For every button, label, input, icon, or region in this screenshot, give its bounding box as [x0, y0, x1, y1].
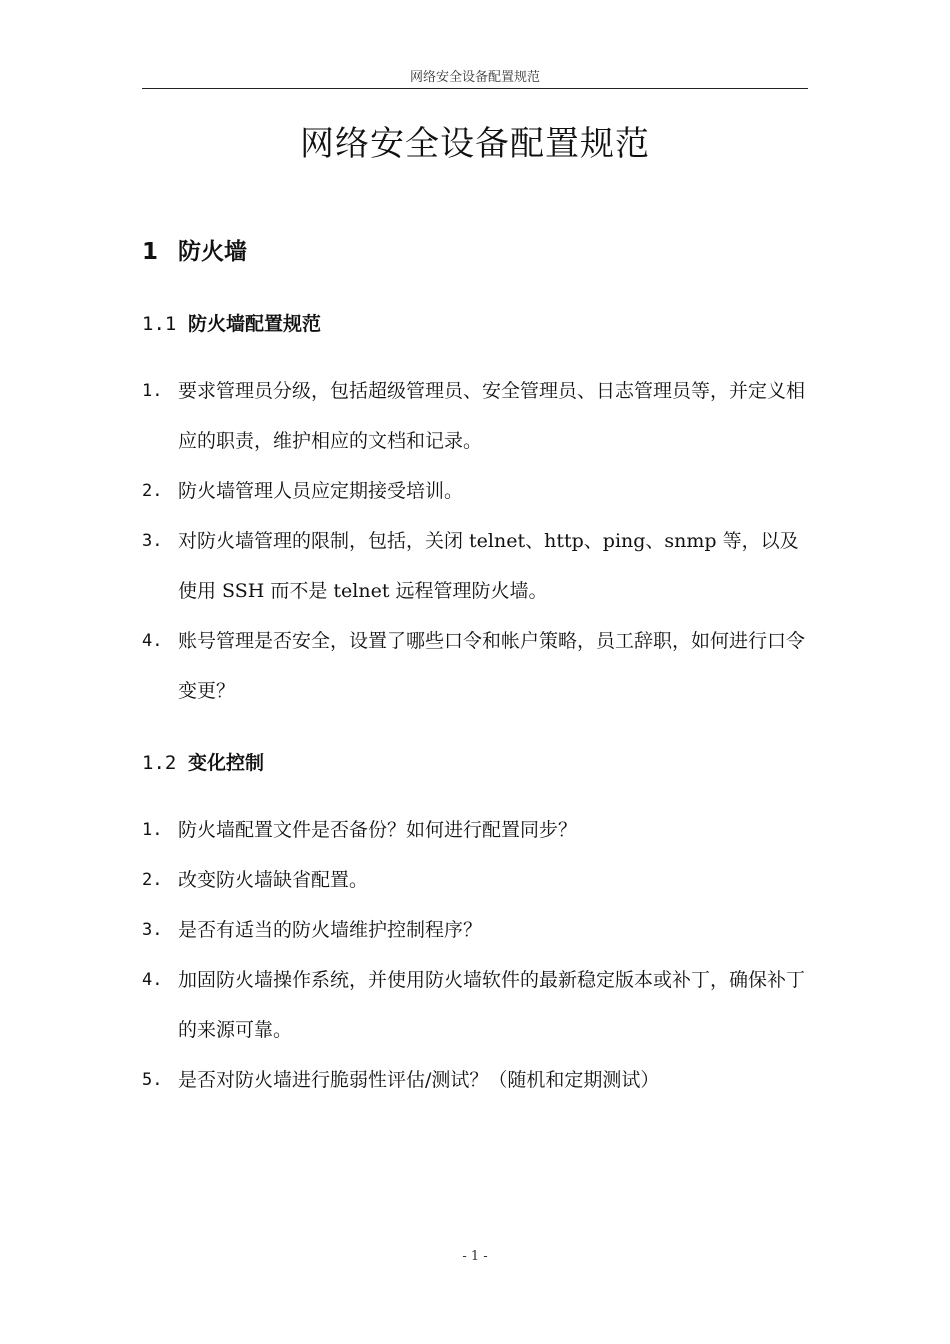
item-number: 3.	[142, 531, 163, 551]
list-item	[142, 516, 808, 616]
subsection-number: 1.2	[142, 752, 177, 774]
list-item	[142, 616, 808, 716]
list-item	[142, 366, 808, 466]
item-text: 是否有适当的防火墙维护控制程序？	[178, 919, 483, 941]
item-number: 2.	[142, 870, 163, 890]
item-number: 1.	[142, 381, 163, 401]
item-text: 改变防火墙缺省配置。	[178, 869, 369, 891]
page-number: - 1 -	[462, 1249, 488, 1264]
section-number: 1	[142, 239, 159, 265]
list-item	[142, 1055, 808, 1105]
list-change-control	[142, 805, 808, 1105]
list-item	[142, 855, 808, 905]
header-divider	[142, 88, 808, 89]
list-firewall-config	[142, 366, 808, 716]
item-text: 是否对防火墙进行脆弱性评估/测试？（随机和定期测试）	[178, 1069, 660, 1091]
list-item	[142, 905, 808, 955]
subsection-title: 变化控制	[188, 752, 265, 774]
subsection-heading-1-1	[142, 309, 321, 336]
document-title: 网络安全设备配置规范	[300, 124, 650, 164]
item-number: 4.	[142, 631, 163, 651]
list-item	[142, 805, 808, 855]
item-number: 1.	[142, 820, 163, 840]
item-number: 5.	[142, 1070, 163, 1090]
subsection-heading-1-2	[142, 748, 264, 775]
subsection-title: 防火墙配置规范	[188, 313, 322, 335]
list-item	[142, 466, 808, 516]
item-text: 要求管理员分级，包括超级管理员、安全管理员、日志管理员等，并定义相应的职责，维护相应的文档和记录。	[178, 380, 806, 452]
section-title: 防火墙	[178, 239, 247, 265]
subsection-number: 1.1	[142, 313, 177, 335]
list-item	[142, 955, 808, 1055]
item-text: 加固防火墙操作系统，并使用防火墙软件的最新稳定版本或补丁，确保补丁的来源可靠。	[178, 969, 806, 1041]
item-text: 防火墙管理人员应定期接受培训。	[178, 480, 464, 502]
section-heading-1	[142, 233, 247, 266]
item-text: 防火墙配置文件是否备份？如何进行配置同步？	[178, 819, 578, 841]
item-number: 2.	[142, 481, 163, 501]
item-number: 3.	[142, 920, 163, 940]
item-text: 对防火墙管理的限制，包括，关闭 telnet、http、ping、snmp 等，以及使用 SSH 而不是 telnet 远程管理防火墙。	[178, 530, 799, 602]
item-number: 4.	[142, 970, 163, 990]
running-header: 网络安全设备配置规范	[409, 70, 540, 85]
item-text: 账号管理是否安全，设置了哪些口令和帐户策略，员工辞职，如何进行口令变更？	[178, 630, 806, 702]
